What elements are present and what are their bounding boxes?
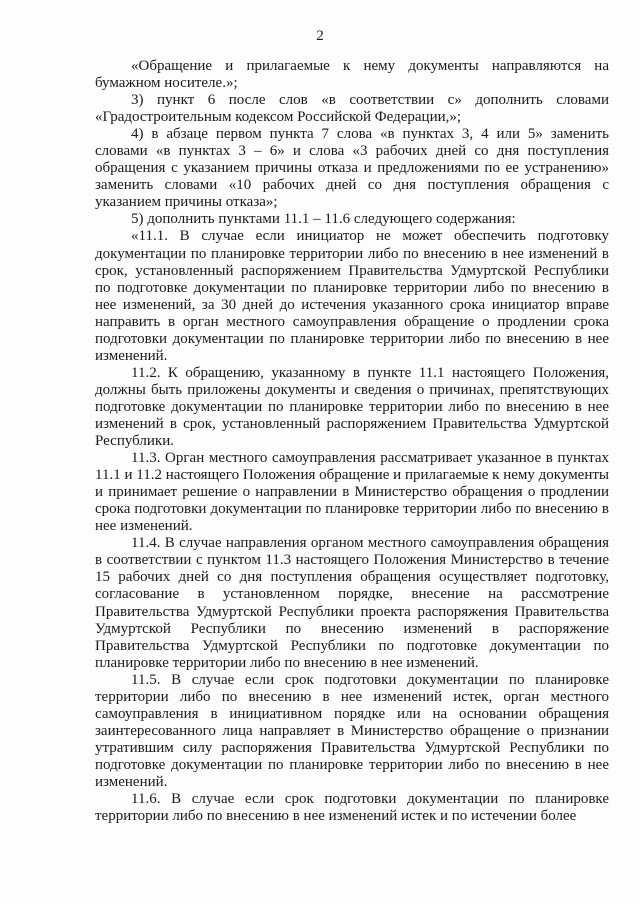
page-number: 2 xyxy=(316,28,324,44)
paragraph-11-3: 11.3. Орган местного самоуправления рассматривает указанное в пунктах 11.1 и 11.2 настоящего Положения обращение и прилагаемые к нему документы и принимает решение о направлении в Министерство обращения о продлении срока подготовки документации по планировке территории либо по внесению в нее изменений. xyxy=(95,450,609,535)
paragraph-item-4: 4) в абзаце первом пункта 7 слова «в пунктах 3, 4 или 5» заменить словами «в пунктах 3 – 6» и слова «3 рабочих дней со дня поступления обращения с указанием причины отказа и предложениями по ее устранению» заменить словами «10 рабочих дней со дня поступления обращения с указанием причины отказа»; xyxy=(95,126,609,211)
paragraph-item-5: 5) дополнить пунктами 11.1 – 11.6 следующего содержания: xyxy=(131,211,516,228)
document-body xyxy=(95,58,609,825)
paragraph-11-6: 11.6. В случае если срок подготовки документации по планировке территории либо по внесению в нее изменений истек и по истечении более xyxy=(95,791,609,825)
paragraph-quote-closing: «Обращение и прилагаемые к нему документы направляются на бумажном носителе.»; xyxy=(95,58,609,92)
paragraph-11-4: 11.4. В случае направления органом местного самоуправления обращения в соответствии с пунктом 11.3 настоящего Положения Министерство в течение 15 рабочих дней со дня поступления обращения осуществляет подготовку, согласование в установленном порядке, внесение на рассмотрение Правительства Удмуртской Республики проекта распоряжения Правительства Удмуртской Республики по внесению изменений в распоряжение Правительства Удмуртской Республики по подготовке документации по планировке территории либо по внесению в нее изменений. xyxy=(95,535,609,671)
paragraph-11-5: 11.5. В случае если срок подготовки документации по планировке территории либо по внесению в нее изменений истек, орган местного самоуправления в инициативном порядке или на основании обращения заинтересованного лица направляет в Министерство обращение о признании утратившим силу распоряжения Правительства Удмуртской Республики по подготовке документации по планировке территории либо по внесению в нее изменений. xyxy=(95,671,609,790)
paragraph-11-2: 11.2. К обращению, указанному в пункте 11.1 настоящего Положения, должны быть приложены документы и сведения о причинах, препятствующих подготовке документации по планировке территории либо по внесению в нее изменений в срок, установленный распоряжением Правительства Удмуртской Республики. xyxy=(95,364,609,450)
paragraph-item-3: 3) пункт 6 после слов «в соответствии с» дополнить словами «Градостроительным кодексом Российской Федерации,»; xyxy=(95,92,609,126)
paragraph-11-1: «11.1. В случае если инициатор не может обеспечить подготовку документации по планировке территории либо по внесению в нее изменений в срок, установленный распоряжением Правительства Удмуртской Республики по подготовке документации по планировке территории либо по внесению в нее изменений, за 30 дней до истечения указанного срока инициатор вправе направить в орган местного самоуправления обращение о продлении срока подготовки документации по планировке территории либо по внесению в нее изменений. xyxy=(95,228,609,364)
